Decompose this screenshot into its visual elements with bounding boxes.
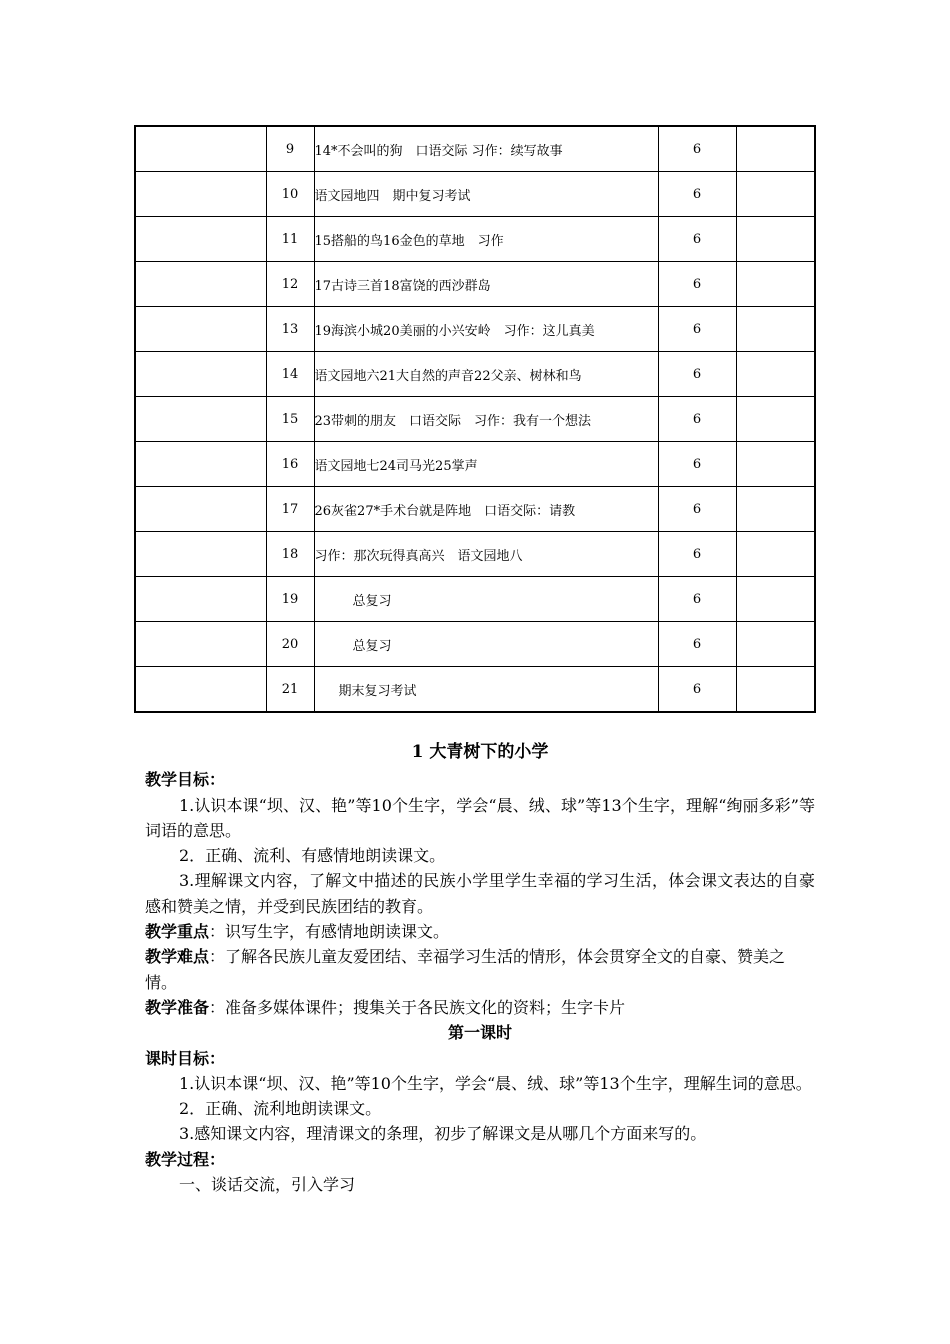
- notes-cell: [736, 622, 815, 667]
- lesson-title: 1 大青树下的小学: [411, 742, 549, 762]
- hours-cell: 6: [658, 622, 736, 667]
- content-cell: 23带刺的朋友 口语交际 习作：我有一个想法: [314, 397, 658, 442]
- notes-cell: [736, 217, 815, 262]
- content-cell: 26灰雀27*手术台就是阵地 口语交际：请教: [314, 487, 658, 532]
- blank-cell: [135, 487, 266, 532]
- goal-item: 2．正确、流利、有感情地朗读课文。: [179, 846, 446, 866]
- week-cell: 16: [266, 442, 314, 487]
- blank-cell: [135, 172, 266, 217]
- week-cell: 14: [266, 352, 314, 397]
- week-cell: 21: [266, 667, 314, 713]
- week-cell: 18: [266, 532, 314, 577]
- difficult-points: [145, 944, 815, 995]
- table-row: [135, 622, 815, 667]
- content-cell: 17古诗三首18富饶的西沙群岛: [314, 262, 658, 307]
- week-cell: 12: [266, 262, 314, 307]
- period-goal-item: 3.感知课文内容，理清课文的条理，初步了解课文是从哪几个方面来写的。: [179, 1124, 707, 1144]
- hours-cell: 6: [658, 487, 736, 532]
- hours-cell: 6: [658, 532, 736, 577]
- week-cell: 20: [266, 622, 314, 667]
- notes-cell: [736, 442, 815, 487]
- hours-cell: 6: [658, 352, 736, 397]
- goal-item: 3.理解课文内容，了解文中描述的民族小学里学生幸福的学习生活，体会课文表达的自豪感和赞美之情，并受到民族团结的教育。: [145, 871, 815, 916]
- table-row: [135, 217, 815, 262]
- blank-cell: [135, 667, 266, 713]
- table-row: [135, 487, 815, 532]
- blank-cell: [135, 217, 266, 262]
- notes-cell: [736, 172, 815, 217]
- content-cell: 19海滨小城20美丽的小兴安岭 习作：这儿真美: [314, 307, 658, 352]
- notes-cell: [736, 532, 815, 577]
- blank-cell: [135, 577, 266, 622]
- table-row: [135, 262, 815, 307]
- key-label: 教学重点: [145, 922, 210, 942]
- content-cell: 习作：那次玩得真高兴 语文园地八: [314, 532, 658, 577]
- prep-label: 教学准备: [145, 997, 210, 1017]
- notes-cell: [736, 487, 815, 532]
- blank-cell: [135, 352, 266, 397]
- content-cell: 14*不会叫的狗 口语交际 习作：续写故事: [314, 126, 658, 172]
- table-row: [135, 442, 815, 487]
- week-cell: 11: [266, 217, 314, 262]
- notes-cell: [736, 667, 815, 713]
- week-cell: 9: [266, 126, 314, 172]
- period-goal-item: 2．正确、流利地朗读课文。: [179, 1099, 382, 1119]
- notes-cell: [736, 126, 815, 172]
- week-cell: 17: [266, 487, 314, 532]
- hours-cell: 6: [658, 217, 736, 262]
- key-points: [145, 919, 815, 944]
- process-label: 教学过程：: [145, 1149, 226, 1169]
- notes-cell: [736, 307, 815, 352]
- week-cell: 13: [266, 307, 314, 352]
- hours-cell: 6: [658, 126, 736, 172]
- notes-cell: [736, 352, 815, 397]
- difficulty-label: 教学难点: [145, 947, 210, 967]
- content-cell: 总复习: [314, 577, 658, 622]
- hours-cell: 6: [658, 262, 736, 307]
- table-row: [135, 352, 815, 397]
- week-cell: 19: [266, 577, 314, 622]
- prep-text: ：准备多媒体课件；搜集关于各民族文化的资料；生字卡片: [209, 997, 626, 1017]
- hours-cell: 6: [658, 307, 736, 352]
- table-row: [135, 126, 815, 172]
- preparation: [145, 995, 815, 1020]
- goal-item: 1.认识本课“坝、汉、艳”等10个生字，学会“晨、绒、球”等13个生字，理解“绚丽多彩”等词语的意思。: [145, 795, 815, 840]
- content-cell: 语文园地四 期中复习考试: [314, 172, 658, 217]
- week-cell: 15: [266, 397, 314, 442]
- teaching-schedule-table: [134, 125, 816, 713]
- period-goals-label: 课时目标：: [145, 1048, 226, 1068]
- table-row: [135, 667, 815, 713]
- table-row: [135, 577, 815, 622]
- period-title: 第一课时: [447, 1023, 512, 1043]
- hours-cell: 6: [658, 397, 736, 442]
- blank-cell: [135, 262, 266, 307]
- blank-cell: [135, 622, 266, 667]
- hours-cell: 6: [658, 172, 736, 217]
- notes-cell: [736, 577, 815, 622]
- table-row: [135, 532, 815, 577]
- key-text: ：识写生字，有感情地朗读课文。: [209, 922, 450, 942]
- period-goal-item: 1.认识本课“坝、汉、艳”等10个生字，学会“晨、绒、球”等13个生字，理解生词的意思。: [179, 1073, 812, 1093]
- blank-cell: [135, 397, 266, 442]
- difficulty-text: ：了解各民族儿童友爱团结、幸福学习生活的情形，体会贯穿全文的自豪、赞美之情。: [145, 947, 786, 992]
- hours-cell: 6: [658, 577, 736, 622]
- process-step: 一、谈话交流，引入学习: [179, 1175, 356, 1195]
- lesson-plan: [145, 740, 815, 1197]
- blank-cell: [135, 307, 266, 352]
- table-row: [135, 172, 815, 217]
- hours-cell: 6: [658, 442, 736, 487]
- content-cell: 总复习: [314, 622, 658, 667]
- notes-cell: [736, 262, 815, 307]
- content-cell: 期末复习考试: [314, 667, 658, 713]
- content-cell: 15搭船的鸟16金色的草地 习作: [314, 217, 658, 262]
- content-cell: 语文园地七24司马光25掌声: [314, 442, 658, 487]
- blank-cell: [135, 126, 266, 172]
- table-row: [135, 397, 815, 442]
- hours-cell: 6: [658, 667, 736, 713]
- notes-cell: [736, 397, 815, 442]
- goals-label: 教学目标：: [145, 770, 226, 790]
- table-row: [135, 307, 815, 352]
- content-cell: 语文园地六21大自然的声音22父亲、树林和鸟: [314, 352, 658, 397]
- week-cell: 10: [266, 172, 314, 217]
- blank-cell: [135, 532, 266, 577]
- blank-cell: [135, 442, 266, 487]
